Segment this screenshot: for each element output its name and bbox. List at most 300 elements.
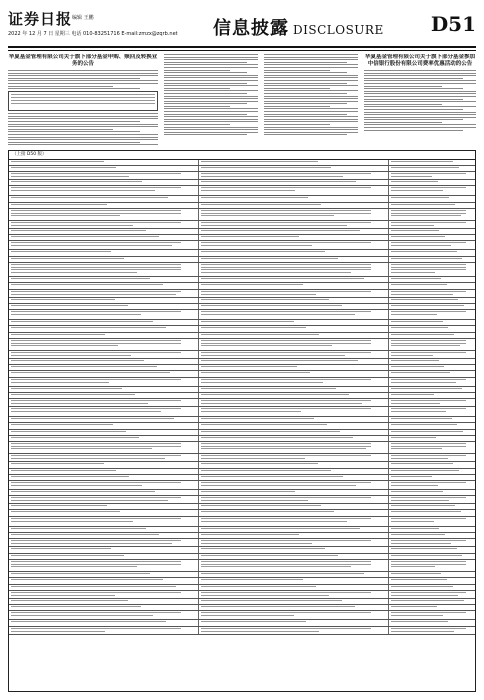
text-line (11, 372, 170, 373)
text-line (391, 497, 466, 498)
text-line (391, 403, 440, 404)
text-line (11, 167, 116, 168)
text-line (8, 144, 158, 145)
table-cell (389, 407, 475, 416)
text-line (11, 448, 152, 449)
text-line (201, 446, 371, 447)
text-line (11, 278, 150, 279)
text-line (364, 109, 463, 110)
text-line (391, 511, 461, 512)
table-cell (9, 585, 199, 590)
table-cell (389, 627, 475, 634)
table-cell (199, 554, 389, 559)
text-line (364, 93, 476, 94)
text-line (364, 112, 476, 113)
text-line (11, 210, 181, 211)
table-cell (9, 166, 199, 171)
text-line (201, 355, 345, 356)
text-line (11, 566, 137, 567)
section-title-cn: 信息披露 (213, 18, 289, 39)
table-cell (389, 504, 475, 509)
text-line (391, 352, 466, 353)
text-line (391, 521, 434, 522)
text-line (391, 458, 448, 459)
table-cell (389, 250, 475, 256)
text-line (11, 204, 107, 205)
text-line (201, 612, 371, 613)
text-line (391, 388, 462, 389)
text-line (201, 222, 371, 223)
table-cell (9, 554, 199, 559)
table-row (9, 290, 475, 298)
text-line (364, 83, 476, 84)
table-cell (9, 407, 199, 416)
text-line (8, 113, 158, 114)
text-line (8, 121, 140, 122)
text-line (264, 98, 358, 99)
text-line (11, 394, 135, 395)
text-line (391, 204, 455, 205)
table-row (9, 442, 475, 454)
text-line (164, 121, 258, 122)
text-line (201, 321, 294, 322)
table-cell (9, 547, 199, 553)
text-line (11, 230, 146, 231)
table-cell (199, 298, 389, 303)
text-line (391, 340, 466, 341)
text-line (264, 62, 347, 63)
text-line (364, 80, 476, 81)
text-line (11, 500, 168, 501)
text-line (391, 606, 437, 607)
table-row (9, 186, 475, 196)
table-cell (9, 599, 199, 604)
table-row (9, 591, 475, 599)
table-row (9, 611, 475, 620)
text-line (391, 534, 445, 535)
table-cell (389, 365, 475, 370)
text-line (264, 72, 347, 73)
table-cell (199, 572, 389, 577)
table-cell (199, 417, 389, 422)
text-line (391, 245, 451, 246)
text-line (264, 103, 347, 104)
issue-meta: 2022 年 12 月 7 日 星期三 电话 010-83251716 E-mail:zmzx@zqrb.net (8, 31, 178, 37)
table-cell (389, 430, 475, 435)
text-line (264, 67, 358, 68)
table-cell (389, 533, 475, 538)
text-line (164, 83, 247, 84)
text-line (201, 528, 360, 529)
text-line (391, 327, 448, 328)
text-line (264, 129, 358, 130)
text-line (11, 573, 150, 574)
table-cell (389, 359, 475, 364)
announcement-1 (8, 54, 158, 146)
text-line (201, 210, 371, 211)
text-line (8, 142, 140, 143)
text-line (11, 561, 181, 562)
text-line (201, 491, 295, 492)
table-cell (199, 283, 389, 289)
table-cell (389, 241, 475, 249)
text-line (164, 119, 258, 120)
table-cell (389, 417, 475, 422)
table-cell (9, 209, 199, 220)
table-cell (389, 496, 475, 503)
text-line (11, 382, 109, 383)
table-cell (9, 504, 199, 509)
table-cell (9, 533, 199, 538)
text-line (11, 388, 122, 389)
announcement-table (8, 91, 158, 111)
table-cell (199, 186, 389, 195)
table-cell (389, 423, 475, 429)
text-line (11, 521, 133, 522)
announcement-title: 华夏基金管理有限公司关于旗下部分基金申购、赎回及转换业务的公告 (8, 54, 158, 67)
table-cell (389, 298, 475, 303)
table-cell (389, 221, 475, 228)
text-line (364, 78, 463, 79)
table-cell (199, 290, 389, 297)
text-line (11, 321, 153, 322)
text-line (391, 284, 447, 285)
table-cell (389, 399, 475, 406)
text-line (364, 91, 476, 92)
text-line (201, 236, 299, 237)
text-line (391, 242, 466, 243)
text-line (164, 129, 258, 130)
table-cell (389, 351, 475, 358)
text-line (11, 352, 181, 353)
table-cell (389, 320, 475, 325)
text-line (364, 101, 476, 102)
text-line (11, 340, 181, 341)
table-cell (199, 333, 389, 338)
text-line (11, 197, 168, 198)
text-line (164, 132, 258, 133)
table-cell (9, 442, 199, 453)
table-cell (199, 442, 389, 453)
table-cell (199, 326, 389, 332)
table-cell (389, 393, 475, 398)
table-cell (389, 620, 475, 626)
table-cell (389, 611, 475, 619)
text-line (391, 540, 466, 541)
table-row (9, 196, 475, 203)
text-line (391, 518, 466, 519)
text-line (201, 394, 349, 395)
text-line (164, 124, 230, 125)
table-cell (9, 339, 199, 350)
text-line (164, 111, 258, 112)
text-line (8, 118, 158, 119)
text-line (391, 631, 454, 632)
text-line (11, 345, 118, 346)
announcement-2 (164, 54, 258, 146)
text-line (364, 114, 476, 115)
text-line (11, 606, 141, 607)
table-cell (199, 605, 389, 610)
table-cell (389, 599, 475, 604)
table-cell (389, 469, 475, 474)
table-cell (199, 407, 389, 416)
table-cell (199, 320, 389, 325)
text-line (11, 476, 129, 477)
table-row (9, 221, 475, 229)
text-line (201, 366, 297, 367)
table-cell (389, 186, 475, 195)
text-line (11, 411, 161, 412)
table-cell (389, 371, 475, 377)
text-line (201, 408, 371, 409)
table-cell (199, 462, 389, 468)
table-cell (199, 387, 389, 392)
masthead (8, 8, 476, 46)
text-line (11, 485, 142, 486)
text-line (11, 314, 141, 315)
text-line (201, 628, 371, 629)
table-row (9, 517, 475, 527)
text-line (11, 334, 105, 335)
text-line (391, 366, 444, 367)
table-row (9, 378, 475, 387)
text-line (164, 90, 258, 91)
table-row (9, 263, 475, 277)
text-line (11, 548, 111, 549)
table-caption: （上接 D50 版） (9, 151, 475, 160)
text-line (201, 595, 329, 596)
text-line (11, 446, 181, 447)
table-cell (389, 172, 475, 179)
text-line (391, 190, 443, 191)
table-cell (199, 475, 389, 480)
text-line (11, 379, 181, 380)
announcement-body (8, 113, 158, 146)
text-line (391, 215, 461, 216)
text-line (201, 573, 364, 574)
text-line (201, 215, 334, 216)
table-cell (9, 605, 199, 610)
text-line (201, 543, 312, 544)
table-cell (389, 304, 475, 309)
text-line (11, 592, 181, 593)
text-line (164, 72, 247, 73)
table-cell (199, 399, 389, 406)
text-line (391, 408, 466, 409)
text-line (364, 130, 463, 131)
table-cell (389, 475, 475, 480)
text-line (11, 534, 159, 535)
table-cell (199, 172, 389, 179)
text-line (391, 455, 466, 456)
text-line (164, 101, 258, 102)
text-line (364, 119, 463, 120)
announcement-4 (364, 54, 476, 146)
text-line (201, 443, 371, 444)
table-cell (9, 180, 199, 185)
text-line (364, 122, 442, 123)
text-line (391, 555, 462, 556)
text-line (364, 86, 442, 87)
table-cell (9, 611, 199, 619)
text-line (391, 564, 466, 565)
text-line (264, 134, 347, 135)
text-line (164, 54, 258, 55)
table-cell (9, 172, 199, 179)
text-line (264, 83, 347, 84)
table-cell (9, 235, 199, 240)
text-line (11, 455, 181, 456)
table-cell (389, 387, 475, 392)
announcement-area (8, 54, 476, 146)
table-cell (389, 436, 475, 441)
announcement-body (8, 70, 158, 89)
text-line (364, 96, 476, 97)
text-line (164, 93, 247, 94)
table-cell (389, 229, 475, 234)
text-line (391, 424, 457, 425)
text-line (391, 595, 458, 596)
text-line (164, 64, 258, 65)
text-line (264, 88, 330, 89)
text-line (201, 272, 351, 273)
text-line (201, 167, 331, 168)
text-line (201, 161, 318, 162)
text-line (201, 455, 371, 456)
table-row (9, 620, 475, 627)
text-line (11, 272, 137, 273)
text-line (201, 606, 355, 607)
announcement-body (264, 54, 358, 135)
text-line (11, 187, 181, 188)
table-cell (389, 591, 475, 598)
text-line (201, 511, 334, 512)
text-line (391, 343, 466, 344)
table-row (9, 423, 475, 430)
table-cell (199, 277, 389, 282)
text-line (11, 264, 181, 265)
text-line (201, 314, 355, 315)
text-line (391, 476, 432, 477)
text-line (391, 573, 441, 574)
text-line (264, 57, 358, 58)
text-line (8, 78, 140, 79)
table-cell (9, 333, 199, 338)
table-cell (389, 547, 475, 553)
text-line (264, 77, 358, 78)
table-cell (9, 257, 199, 262)
table-row (9, 578, 475, 585)
table-cell (199, 263, 389, 276)
table-cell (9, 250, 199, 256)
text-line (201, 225, 347, 226)
text-line (201, 621, 306, 622)
text-line (391, 485, 438, 486)
text-line (201, 291, 371, 292)
table-cell (199, 547, 389, 553)
table-cell (9, 283, 199, 289)
text-line (11, 579, 163, 580)
text-line (164, 106, 230, 107)
text-line (201, 500, 308, 501)
table-cell (9, 186, 199, 195)
table-cell (9, 496, 199, 503)
text-line (201, 418, 314, 419)
text-line (201, 485, 356, 486)
table-cell (9, 241, 199, 249)
table-cell (199, 481, 389, 489)
table-cell (199, 359, 389, 364)
table-cell (199, 591, 389, 598)
table-row (9, 326, 475, 333)
text-line (264, 54, 358, 55)
text-line (391, 267, 466, 268)
text-line (264, 101, 358, 102)
table-cell (199, 469, 389, 474)
text-line (201, 334, 319, 335)
text-line (11, 291, 181, 292)
text-line (8, 124, 158, 125)
text-line (201, 173, 371, 174)
text-line (364, 117, 476, 118)
text-line (201, 403, 362, 404)
text-line (201, 305, 342, 306)
text-line (201, 600, 342, 601)
table-cell (199, 510, 389, 516)
text-line (201, 540, 371, 541)
table-cell (199, 627, 389, 634)
table-cell (199, 527, 389, 532)
text-line (201, 448, 366, 449)
text-line (391, 176, 432, 177)
text-line (201, 555, 338, 556)
text-line (11, 408, 181, 409)
table-cell (199, 365, 389, 370)
table-row (9, 510, 475, 517)
text-line (164, 108, 258, 109)
text-line (201, 278, 364, 279)
table-cell (9, 423, 199, 429)
table-cell (9, 490, 199, 495)
text-line (201, 437, 353, 438)
text-line (11, 251, 111, 252)
text-line (8, 137, 158, 138)
text-line (164, 116, 258, 117)
text-line (11, 564, 181, 565)
text-line (201, 360, 358, 361)
table-row (9, 241, 475, 250)
table-cell (9, 527, 199, 532)
text-line (201, 411, 301, 412)
text-line (391, 197, 449, 198)
text-line (391, 251, 457, 252)
table-row (9, 462, 475, 469)
text-line (11, 615, 153, 616)
text-line (8, 75, 158, 76)
text-line (11, 543, 172, 544)
text-line (201, 476, 343, 477)
table-cell (199, 209, 389, 220)
table-cell (199, 578, 389, 584)
text-line (201, 482, 371, 483)
table-cell (9, 298, 199, 303)
text-line (164, 127, 258, 128)
text-line (391, 355, 433, 356)
text-line (391, 437, 436, 438)
text-line (201, 521, 347, 522)
text-line (164, 114, 247, 115)
